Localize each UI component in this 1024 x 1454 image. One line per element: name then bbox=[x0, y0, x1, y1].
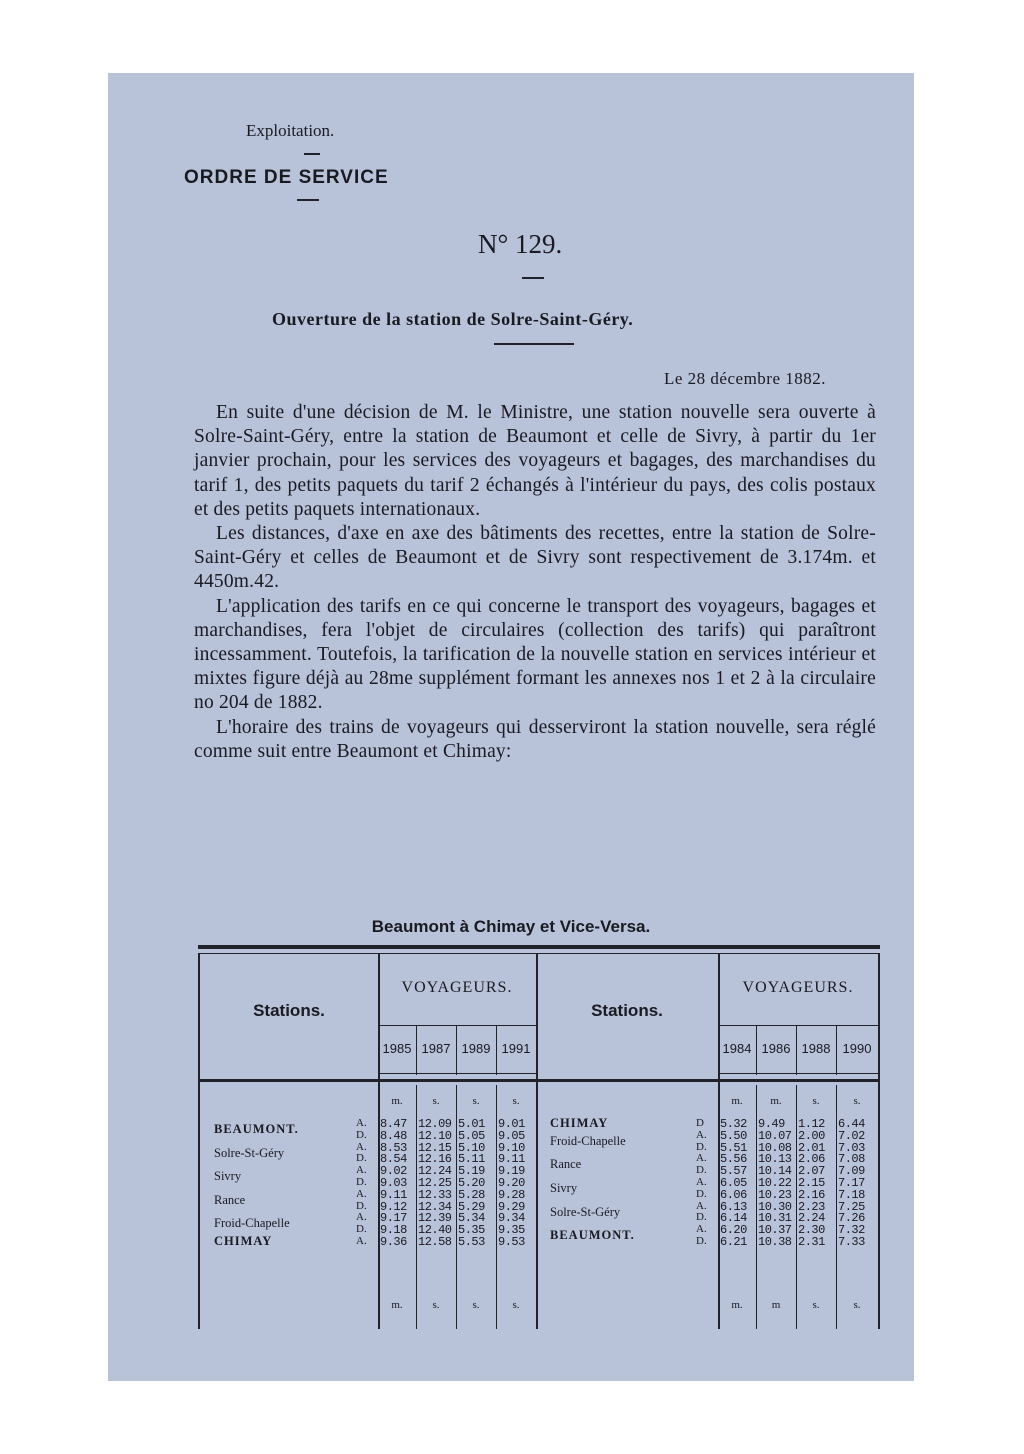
time-cell: 12.34 bbox=[418, 1199, 452, 1214]
time-cell: 9.02 bbox=[380, 1164, 407, 1179]
time-cell: 7.08 bbox=[838, 1152, 865, 1167]
time-cell: 5.56 bbox=[720, 1152, 747, 1167]
time-cell: 9.05 bbox=[498, 1128, 525, 1143]
time-cell: 9.20 bbox=[498, 1176, 525, 1190]
time-cell: 6.21 bbox=[720, 1235, 747, 1249]
column-rule bbox=[416, 1085, 417, 1329]
time-cell: 8.53 bbox=[380, 1140, 407, 1155]
time-cell: 1.12 bbox=[798, 1117, 825, 1131]
time-cell: 9.11 bbox=[498, 1152, 525, 1167]
unit-label: m. bbox=[770, 1095, 782, 1107]
time-cell: 12.58 bbox=[418, 1235, 452, 1249]
column-rule bbox=[796, 1085, 797, 1329]
time-cell: 10.13 bbox=[758, 1152, 792, 1167]
column-rule bbox=[756, 1085, 757, 1329]
time-cell: 2.07 bbox=[798, 1164, 825, 1179]
train-number: 1985 bbox=[382, 1041, 412, 1056]
time-cell: 2.23 bbox=[798, 1199, 825, 1214]
arrival-departure-marker: D. bbox=[356, 1128, 367, 1141]
time-cell: 5.34 bbox=[458, 1211, 485, 1226]
time-cell: 9.17 bbox=[380, 1211, 407, 1226]
train-number: 1990 bbox=[842, 1041, 872, 1056]
table-right-rule bbox=[878, 953, 880, 1329]
time-cell: 10.30 bbox=[758, 1199, 792, 1214]
table-header-rule bbox=[198, 1079, 880, 1082]
time-cell: 5.35 bbox=[458, 1223, 485, 1238]
time-cell: 5.05 bbox=[458, 1128, 485, 1143]
time-cell: 7.25 bbox=[838, 1199, 865, 1214]
time-cell: 10.23 bbox=[758, 1187, 792, 1202]
time-cell: 6.05 bbox=[720, 1176, 747, 1190]
time-cell: 12.25 bbox=[418, 1176, 452, 1190]
time-cell: 10.07 bbox=[758, 1128, 792, 1143]
time-cell: 7.17 bbox=[838, 1176, 865, 1190]
column-rule bbox=[496, 1085, 497, 1329]
time-cell: 2.30 bbox=[798, 1223, 825, 1238]
time-cell: 7.26 bbox=[838, 1211, 865, 1226]
time-cell: 12.24 bbox=[418, 1164, 452, 1179]
body-paragraph: Les distances, d'axe en axe des bâtiments des recettes, entre la station de Solre-Saint-Géry et celles de Beaumont et de Sivry sont respectivement de 3.174m. et 4450m.42. bbox=[194, 523, 876, 593]
time-cell: 6.06 bbox=[720, 1187, 747, 1202]
column-rule bbox=[456, 1085, 457, 1329]
time-cell: 5.11 bbox=[458, 1152, 485, 1167]
time-cell: 5.29 bbox=[458, 1199, 485, 1214]
header-rule bbox=[378, 1073, 536, 1074]
order-number: N° 129. bbox=[478, 229, 563, 259]
time-cell: 5.51 bbox=[720, 1140, 747, 1155]
stations-header: Stations. bbox=[253, 1001, 325, 1020]
time-cell: 6.14 bbox=[720, 1211, 747, 1226]
unit-label: m. bbox=[391, 1095, 403, 1107]
unit-label: s. bbox=[812, 1095, 820, 1107]
department-label: Exploitation. bbox=[246, 121, 335, 140]
time-cell: 10.38 bbox=[758, 1235, 792, 1249]
document-title: ORDRE DE SERVICE bbox=[184, 167, 389, 188]
timetable-caption: Beaumont à Chimay et Vice-Versa. bbox=[371, 917, 651, 936]
time-cell: 5.20 bbox=[458, 1176, 485, 1190]
train-number: 1984 bbox=[722, 1041, 752, 1056]
arrival-departure-marker: D. bbox=[356, 1176, 367, 1188]
arrival-departure-marker: A. bbox=[356, 1235, 367, 1247]
arrival-departure-marker: A. bbox=[696, 1152, 707, 1165]
voyageurs-header: VOYAGEURS. bbox=[742, 979, 854, 996]
time-cell: 9.29 bbox=[498, 1199, 525, 1214]
header-rule bbox=[718, 1025, 878, 1026]
order-date: Le 28 décembre 1882. bbox=[664, 369, 826, 388]
arrival-departure-marker: A. bbox=[356, 1140, 367, 1153]
station-name: Froid-Chapelle bbox=[214, 1216, 290, 1231]
table-top-rule bbox=[198, 953, 880, 954]
time-cell: 2.24 bbox=[798, 1211, 825, 1226]
time-cell: 2.06 bbox=[798, 1152, 825, 1167]
time-cell: 9.34 bbox=[498, 1211, 525, 1226]
time-cell: 2.01 bbox=[798, 1140, 825, 1155]
time-cell: 5.50 bbox=[720, 1128, 747, 1143]
divider bbox=[522, 277, 544, 279]
divider bbox=[304, 153, 320, 155]
unit-label: m. bbox=[731, 1299, 743, 1311]
stations-header: Stations. bbox=[591, 1001, 663, 1020]
train-number: 1988 bbox=[801, 1041, 831, 1056]
unit-label: s. bbox=[432, 1299, 440, 1311]
time-cell: 9.19 bbox=[498, 1164, 525, 1179]
station-name: CHIMAY bbox=[214, 1234, 273, 1248]
time-cell: 12.15 bbox=[418, 1140, 452, 1155]
time-cell: 12.10 bbox=[418, 1128, 452, 1143]
time-cell: 7.09 bbox=[838, 1164, 865, 1179]
time-cell: 2.31 bbox=[798, 1235, 825, 1249]
arrival-departure-marker: D. bbox=[696, 1235, 707, 1247]
unit-label: m. bbox=[731, 1095, 743, 1107]
document-page bbox=[108, 73, 914, 1381]
arrival-departure-marker: D. bbox=[356, 1199, 367, 1212]
arrival-departure-marker: D. bbox=[696, 1164, 707, 1177]
arrival-departure-marker: A. bbox=[696, 1223, 707, 1236]
time-cell: 7.02 bbox=[838, 1128, 865, 1143]
arrival-departure-marker: A. bbox=[696, 1176, 707, 1188]
voyageurs-header: VOYAGEURS. bbox=[401, 979, 513, 996]
time-cell: 2.15 bbox=[798, 1176, 825, 1190]
time-cell: 10.31 bbox=[758, 1211, 792, 1226]
table-top-rule bbox=[198, 945, 880, 949]
arrival-departure-marker: A. bbox=[696, 1128, 707, 1141]
time-cell: 6.20 bbox=[720, 1223, 747, 1238]
arrival-departure-marker: D. bbox=[696, 1187, 707, 1200]
time-cell: 5.53 bbox=[458, 1235, 485, 1249]
time-cell: 7.03 bbox=[838, 1140, 865, 1155]
time-cell: 9.03 bbox=[380, 1176, 407, 1190]
unit-label: s. bbox=[853, 1299, 861, 1311]
timetable bbox=[198, 945, 880, 1329]
station-name: Sivry bbox=[214, 1169, 242, 1184]
unit-label: m. bbox=[391, 1299, 403, 1311]
station-name: Solre-St-Géry bbox=[214, 1145, 285, 1160]
arrival-departure-marker: D. bbox=[696, 1211, 707, 1224]
time-cell: 9.01 bbox=[498, 1117, 525, 1131]
time-cell: 5.57 bbox=[720, 1164, 747, 1179]
time-cell: 12.16 bbox=[418, 1152, 452, 1167]
time-cell: 5.19 bbox=[458, 1164, 485, 1179]
arrival-departure-marker: A. bbox=[356, 1211, 367, 1224]
body-paragraph: L'horaire des trains de voyageurs qui desserviront la station nouvelle, sera réglé comme suit entre Beaumont et Chimay: bbox=[194, 716, 876, 762]
arrival-departure-marker: D. bbox=[696, 1140, 707, 1153]
station-name: Sivry bbox=[550, 1180, 578, 1195]
arrival-departure-marker: D bbox=[696, 1117, 704, 1129]
time-cell: 9.11 bbox=[380, 1187, 407, 1202]
time-cell: 5.32 bbox=[720, 1117, 747, 1131]
time-cell: 9.36 bbox=[380, 1235, 407, 1249]
time-cell: 10.14 bbox=[758, 1164, 792, 1179]
unit-label: s. bbox=[512, 1095, 520, 1107]
station-name: Rance bbox=[550, 1157, 582, 1172]
order-subject: Ouverture de la station de Solre-Saint-Géry. bbox=[272, 309, 634, 329]
time-cell: 8.48 bbox=[380, 1128, 407, 1143]
time-cell: 8.47 bbox=[380, 1117, 407, 1131]
time-cell: 10.37 bbox=[758, 1223, 792, 1238]
station-name: BEAUMONT. bbox=[214, 1121, 299, 1136]
time-cell: 6.44 bbox=[838, 1117, 865, 1131]
time-cell: 9.12 bbox=[380, 1199, 407, 1214]
train-number: 1991 bbox=[501, 1041, 531, 1056]
time-cell: 9.10 bbox=[498, 1140, 525, 1155]
arrival-departure-marker: D. bbox=[356, 1152, 367, 1165]
arrival-departure-marker: D. bbox=[356, 1223, 367, 1236]
arrival-departure-marker: A. bbox=[356, 1117, 367, 1129]
arrival-departure-marker: A. bbox=[696, 1199, 707, 1212]
divider bbox=[494, 343, 574, 345]
time-cell: 8.54 bbox=[380, 1152, 407, 1167]
unit-label: s. bbox=[472, 1095, 480, 1107]
station-name: Solre-St-Géry bbox=[550, 1204, 621, 1219]
time-cell: 12.40 bbox=[418, 1223, 452, 1238]
unit-label: s. bbox=[853, 1095, 861, 1107]
time-cell: 9.49 bbox=[758, 1117, 785, 1131]
time-cell: 2.00 bbox=[798, 1128, 825, 1143]
time-cell: 12.09 bbox=[418, 1117, 452, 1131]
station-name: Froid-Chapelle bbox=[550, 1133, 626, 1148]
time-cell: 2.16 bbox=[798, 1187, 825, 1202]
time-cell: 5.01 bbox=[458, 1117, 485, 1131]
unit-label: s. bbox=[512, 1299, 520, 1311]
time-cell: 10.08 bbox=[758, 1140, 792, 1155]
train-number: 1989 bbox=[461, 1041, 491, 1056]
train-number: 1986 bbox=[761, 1041, 791, 1056]
station-name: Rance bbox=[214, 1192, 246, 1207]
time-cell: 5.28 bbox=[458, 1187, 485, 1202]
header-rule bbox=[718, 1073, 878, 1074]
time-cell: 7.33 bbox=[838, 1235, 865, 1249]
arrival-departure-marker: A. bbox=[356, 1187, 367, 1200]
time-cell: 12.39 bbox=[418, 1211, 452, 1226]
unit-label: m bbox=[771, 1299, 781, 1311]
order-body bbox=[194, 401, 876, 764]
time-cell: 9.18 bbox=[380, 1223, 407, 1238]
unit-label: s. bbox=[812, 1299, 820, 1311]
time-cell: 12.33 bbox=[418, 1187, 452, 1202]
time-cell: 9.35 bbox=[498, 1223, 525, 1238]
column-rule bbox=[836, 1085, 837, 1329]
time-cell: 9.53 bbox=[498, 1235, 525, 1249]
train-number: 1987 bbox=[421, 1041, 451, 1056]
unit-label: s. bbox=[432, 1095, 440, 1107]
body-paragraph: L'application des tarifs en ce qui concerne le transport des voyageurs, bagages et marchandises, fera l'objet de circulaires (collection des tarifs) qui paraîtront incessamment. Toutefois, la tarification de la nouvelle station en services intérieur et mixtes figure déjà au 28me supplément formant les annexes nos 1 et 2 à la circulaire no 204 de 1882. bbox=[194, 595, 876, 714]
time-cell: 10.22 bbox=[758, 1176, 792, 1190]
time-cell: 7.18 bbox=[838, 1187, 865, 1202]
time-cell: 7.32 bbox=[838, 1223, 865, 1238]
unit-label: s. bbox=[472, 1299, 480, 1311]
time-cell: 9.28 bbox=[498, 1187, 525, 1202]
time-cell: 5.10 bbox=[458, 1140, 485, 1155]
header-rule bbox=[378, 1025, 536, 1026]
station-name: BEAUMONT. bbox=[550, 1228, 635, 1243]
time-cell: 6.13 bbox=[720, 1199, 747, 1214]
divider bbox=[297, 199, 319, 201]
body-paragraph: En suite d'une décision de M. le Ministre, une station nouvelle sera ouverte à Solre-Saint-Géry, entre la station de Beaumont et celle de Sivry, à partir du 1er janvier prochain, pour les services des voyageurs et bagages, des marchandises du tarif 1, des petits paquets du tarif 2 échangés à l'intérieur du pays, des colis postaux et des petits paquets internationaux. bbox=[194, 402, 876, 520]
station-name: CHIMAY bbox=[550, 1116, 609, 1130]
arrival-departure-marker: A. bbox=[356, 1164, 367, 1177]
